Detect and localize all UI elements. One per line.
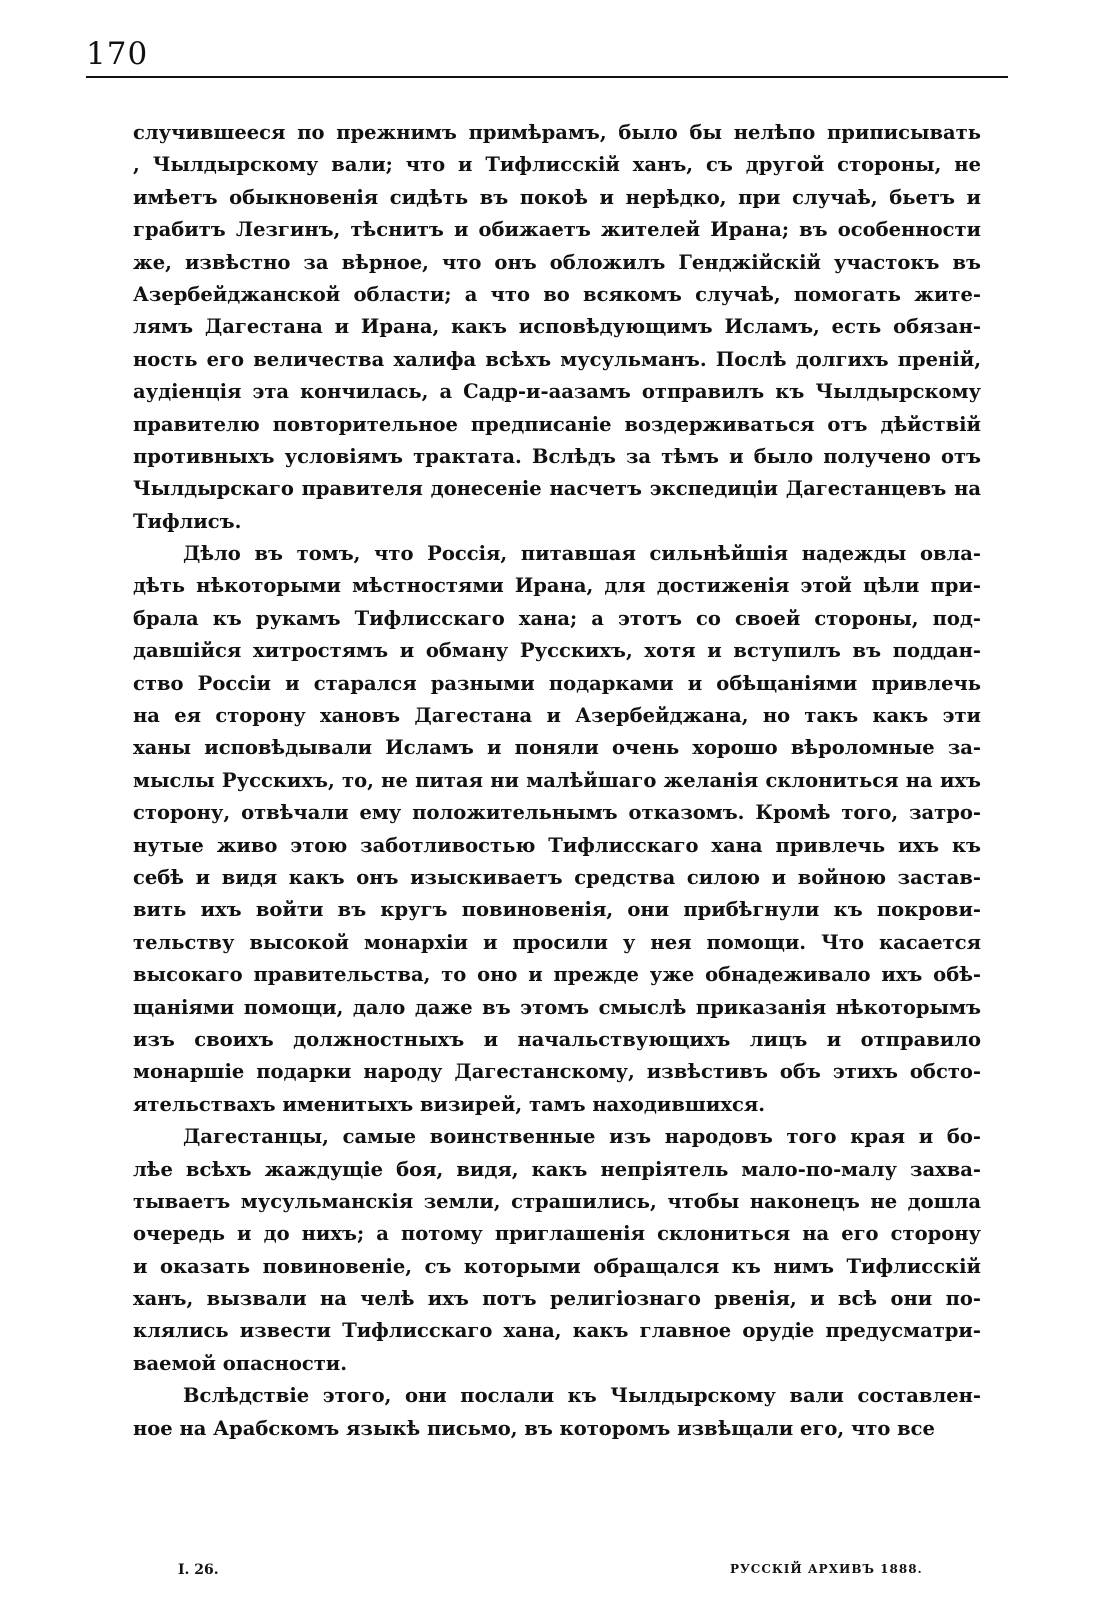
text-block: [133, 117, 981, 1445]
text-line: случившееся по прежнимъ примѣрамъ, было бы нелѣпо приписывать: [133, 121, 981, 144]
text-line: грабитъ Лезгинъ, тѣснитъ и обижаетъ жителей Ирана; въ особенности: [133, 218, 981, 242]
text-line: Дѣло въ томъ, что Россія, питавшая сильнѣйшія надежды овла-: [183, 542, 981, 566]
text-line: противныхъ условіямъ трактата. Вслѣдъ за тѣмъ и было получено отъ: [133, 444, 981, 468]
text-line: вить ихъ войти въ кругъ повиновенія, они прибѣгнули къ покрови-: [133, 898, 981, 922]
page-footer: [0, 1562, 1120, 1586]
text-line: Дагестанцы, самые воинственные изъ народовъ того края и бо-: [183, 1125, 981, 1149]
text-line: очередь и до нихъ; а потому приглашенія склониться на его сторону: [133, 1222, 981, 1246]
text-line: Азербейджанской области; а что во всякомъ случаѣ, помогать жите-: [133, 282, 981, 306]
text-line: клялись извести Тифлисскаго хана, какъ главное орудіе предусматри-: [133, 1319, 981, 1343]
text-line: давшійся хитростямъ и обману Русскихъ, хотя и вступилъ въ поддан-: [133, 639, 981, 663]
text-line: Тифлисъ.: [133, 509, 242, 533]
text-line: ханы исповѣдывали Исламъ и поняли очень хорошо вѣроломные за-: [133, 736, 981, 760]
text-line: высокаго правительства, то оно и прежде уже обнадеживало ихъ обѣ-: [133, 963, 981, 987]
page-number: 170: [86, 36, 149, 72]
text-line: брала къ рукамъ Тифлисскаго хана; а этотъ со своей стороны, под-: [133, 606, 981, 630]
text-line: же, извѣстно за вѣрное, что онъ обложилъ Генджійскій участокъ въ: [133, 250, 981, 274]
journal-title: РУССКІЙ АРХИВЪ 1888.: [730, 1562, 923, 1576]
text-line: нутые живо этою заботливостью Тифлисскаго хана привлечь ихъ къ: [133, 833, 981, 857]
text-line: ство Россіи и старался разными подарками и обѣщаніями привлечь: [133, 671, 981, 695]
text-line: ятельствахъ именитыхъ визирей, тамъ находившихся.: [133, 1092, 766, 1116]
text-line: себѣ и видя какъ онъ изыскиваетъ средства силою и войною застав-: [133, 865, 981, 889]
text-line: имѣетъ обыкновенія сидѣть въ покоѣ и нерѣдко, при случаѣ, бьетъ и: [133, 185, 981, 209]
signature-mark: I. 26.: [178, 1562, 219, 1578]
text-line: ность его величества халифа всѣхъ мусульманъ. Послѣ долгихъ преній,: [133, 347, 981, 371]
text-line: лѣе всѣхъ жаждущіе боя, видя, какъ непріятель мало-по-малу захва-: [133, 1157, 981, 1181]
text-line: и оказать повиновеніе, съ которыми обращался къ нимъ Тифлисскій: [133, 1254, 981, 1278]
text-line: тываетъ мусульманскія земли, страшились, чтобы наконецъ не дошла: [133, 1189, 981, 1213]
text-line: , Чылдырскому вали; что и Тифлисскій ханъ, съ другой стороны, не: [133, 153, 981, 177]
text-line: на ея сторону хановъ Дагестана и Азербейджана, но такъ какъ эти: [133, 704, 981, 728]
text-line: монаршіе подарки народу Дагестанскому, извѣстивъ объ этихъ обсто-: [133, 1060, 981, 1084]
text-line: правителю повторительное предписаніе воздерживаться отъ дѣйствій: [133, 412, 981, 436]
text-line: тельству высокой монархіи и просили у нея помощи. Что касается: [133, 930, 981, 954]
text-line: аудіенція эта кончилась, а Садр-и-аазамъ отправилъ къ Чылдырскому: [133, 380, 981, 404]
text-line: ваемой опасности.: [133, 1351, 348, 1375]
text-line: ное на Арабскомъ языкѣ письмо, въ которомъ извѣщали его, что все: [133, 1416, 935, 1440]
text-line: Чылдырскаго правителя донесеніе насчетъ экспедиціи Дагестанцевъ на: [133, 477, 981, 501]
text-line: Вслѣдствіе этого, они послали къ Чылдырскому вали составлен-: [183, 1384, 981, 1408]
text-line: ханъ, вызвали на челѣ ихъ потъ религіознаго рвенія, и всѣ они по-: [133, 1287, 981, 1311]
text-line: лямъ Дагестана и Ирана, какъ исповѣдующимъ Исламъ, есть обязан-: [133, 315, 981, 339]
text-line: дѣть нѣкоторыми мѣстностями Ирана, для достиженія этой цѣли при-: [133, 574, 981, 598]
text-line: сторону, отвѣчали ему положительнымъ отказомъ. Кромѣ того, затро-: [133, 801, 981, 825]
text-line: мыслы Русскихъ, то, не питая ни малѣйшаго желанія склониться на ихъ: [133, 768, 981, 792]
text-line: щаніями помощи, дало даже въ этомъ смыслѣ приказанія нѣкоторымъ: [133, 995, 981, 1019]
text-line: изъ своихъ должностныхъ и начальствующихъ лицъ и отправило: [133, 1027, 981, 1051]
header-rule: [86, 76, 1008, 78]
